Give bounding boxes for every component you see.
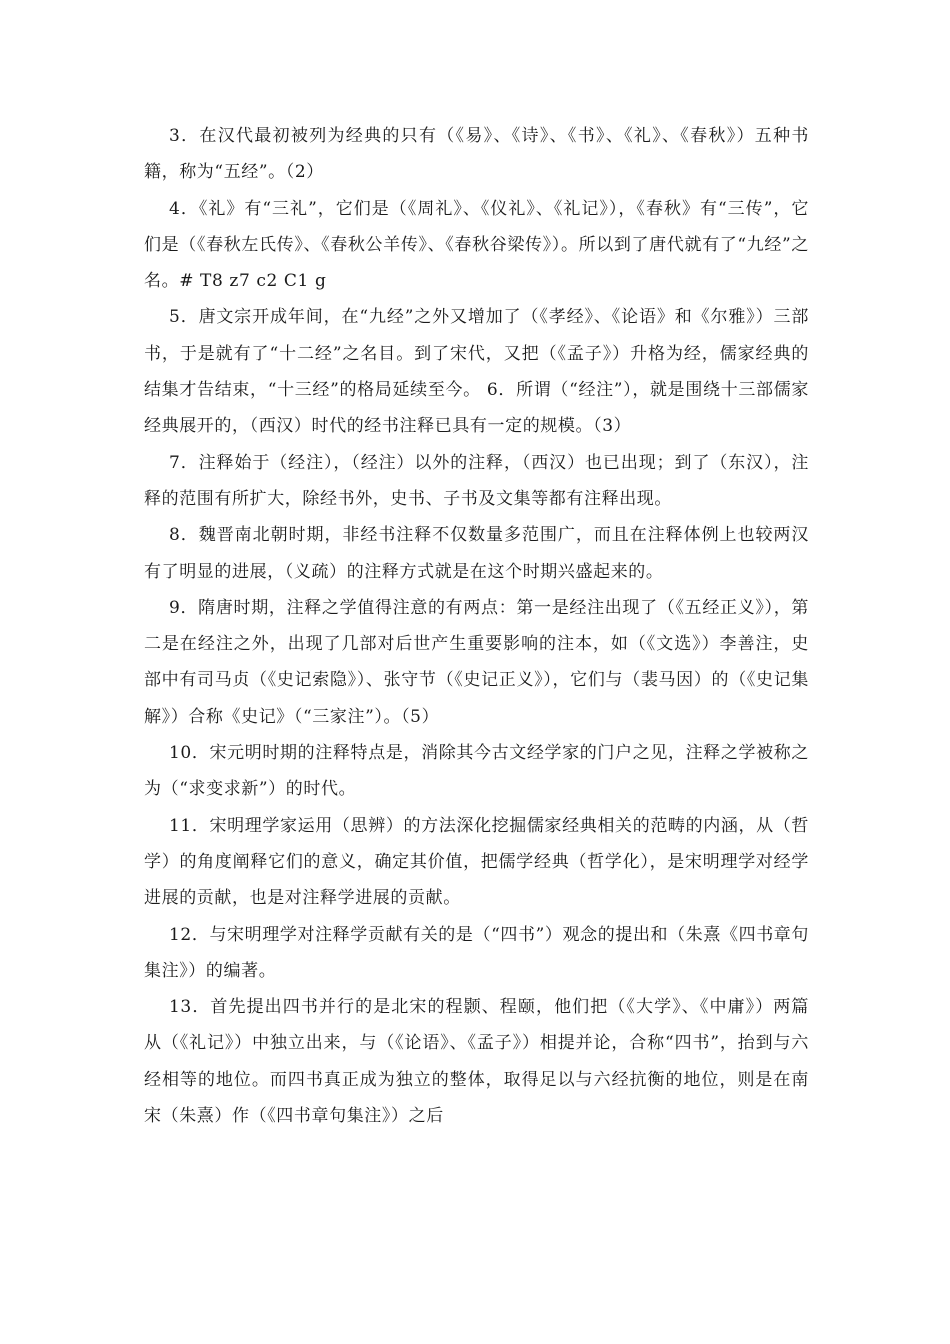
paragraph-5-6: 5．唐文宗开成年间，在“九经”之外又增加了（《孝经》、《论语》和《尔雅》）三部书，于是就有了“十二经”之名目。到了宋代，又把（《孟子》）升格为经，儒家经典的结集才告结束，“十三经”的格局延续至今。 6．所谓（“经注”），就是围绕十三部儒家经典展开的，（西汉）时代的经书注释已具有一定的规模。（3）	[144, 307, 809, 437]
paragraph-7: 7．注释始于（经注），（经注）以外的注释，（西汉）也已出现；到了（东汉），注释的范围有所扩大，除经书外，史书、子书及文集等都有注释出现。	[144, 452, 809, 509]
paragraph-8: 8．魏晋南北朝时期，非经书注释不仅数量多范围广，而且在注释体例上也较两汉有了明显的进展，（义疏）的注释方式就是在这个时期兴盛起来的。	[144, 525, 809, 582]
paragraph-13: 13．首先提出四书并行的是北宋的程颢、程颐，他们把（《大学》、《中庸》）两篇从（《礼记》）中独立出来，与（《论语》、《孟子》）相提并论，合称“四书”，抬到与六经相等的地位。而四书真正成为独立的整体，取得足以与六经抗衡的地位，则是在南宋（朱熹）作（《四书章句集注》）之后	[144, 997, 809, 1127]
paragraph-11: 11．宋明理学家运用（思辨）的方法深化挖掘儒家经典相关的范畴的内涵，从（哲学）的角度阐释它们的意义，确定其价值，把儒学经典（哲学化），是宋明理学对经学进展的贡献，也是对注释学进展的贡献。	[144, 815, 809, 909]
paragraph-3: 3．在汉代最初被列为经典的只有（《易》、《诗》、《书》、《礼》、《春秋》）五种书籍，称为“五经”。（2）	[144, 126, 809, 183]
paragraph-9: 9．隋唐时期，注释之学值得注意的有两点：第一是经注出现了（《五经正义》），第二是在经注之外，出现了几部对后世产生重要影响的注本，如（《文选》）李善注，史部中有司马贞（《史记索隐》）、张守节（《史记正义》），它们与（裴马因）的（《史记集解》）合称《史记》（“三家注”）。（5）	[144, 597, 809, 727]
paragraph-10: 10．宋元明时期的注释特点是，消除其今古文经学家的门户之见，注释之学被称之为（“求变求新”）的时代。	[144, 743, 809, 800]
paragraph-12: 12．与宋明理学对注释学贡献有关的是（“四书”）观念的提出和（朱熹《四书章句集注》）的编著。	[144, 924, 809, 981]
document-body	[144, 118, 809, 1134]
paragraph-4: 4．《礼》有“三礼”，它们是（《周礼》、《仪礼》、《礼记》），《春秋》有“三传”，它们是（《春秋左氏传》、《春秋公羊传》、《春秋谷梁传》）。所以到了唐代就有了“九经”之名。# T8 z7 c2 C1 g	[144, 198, 809, 292]
